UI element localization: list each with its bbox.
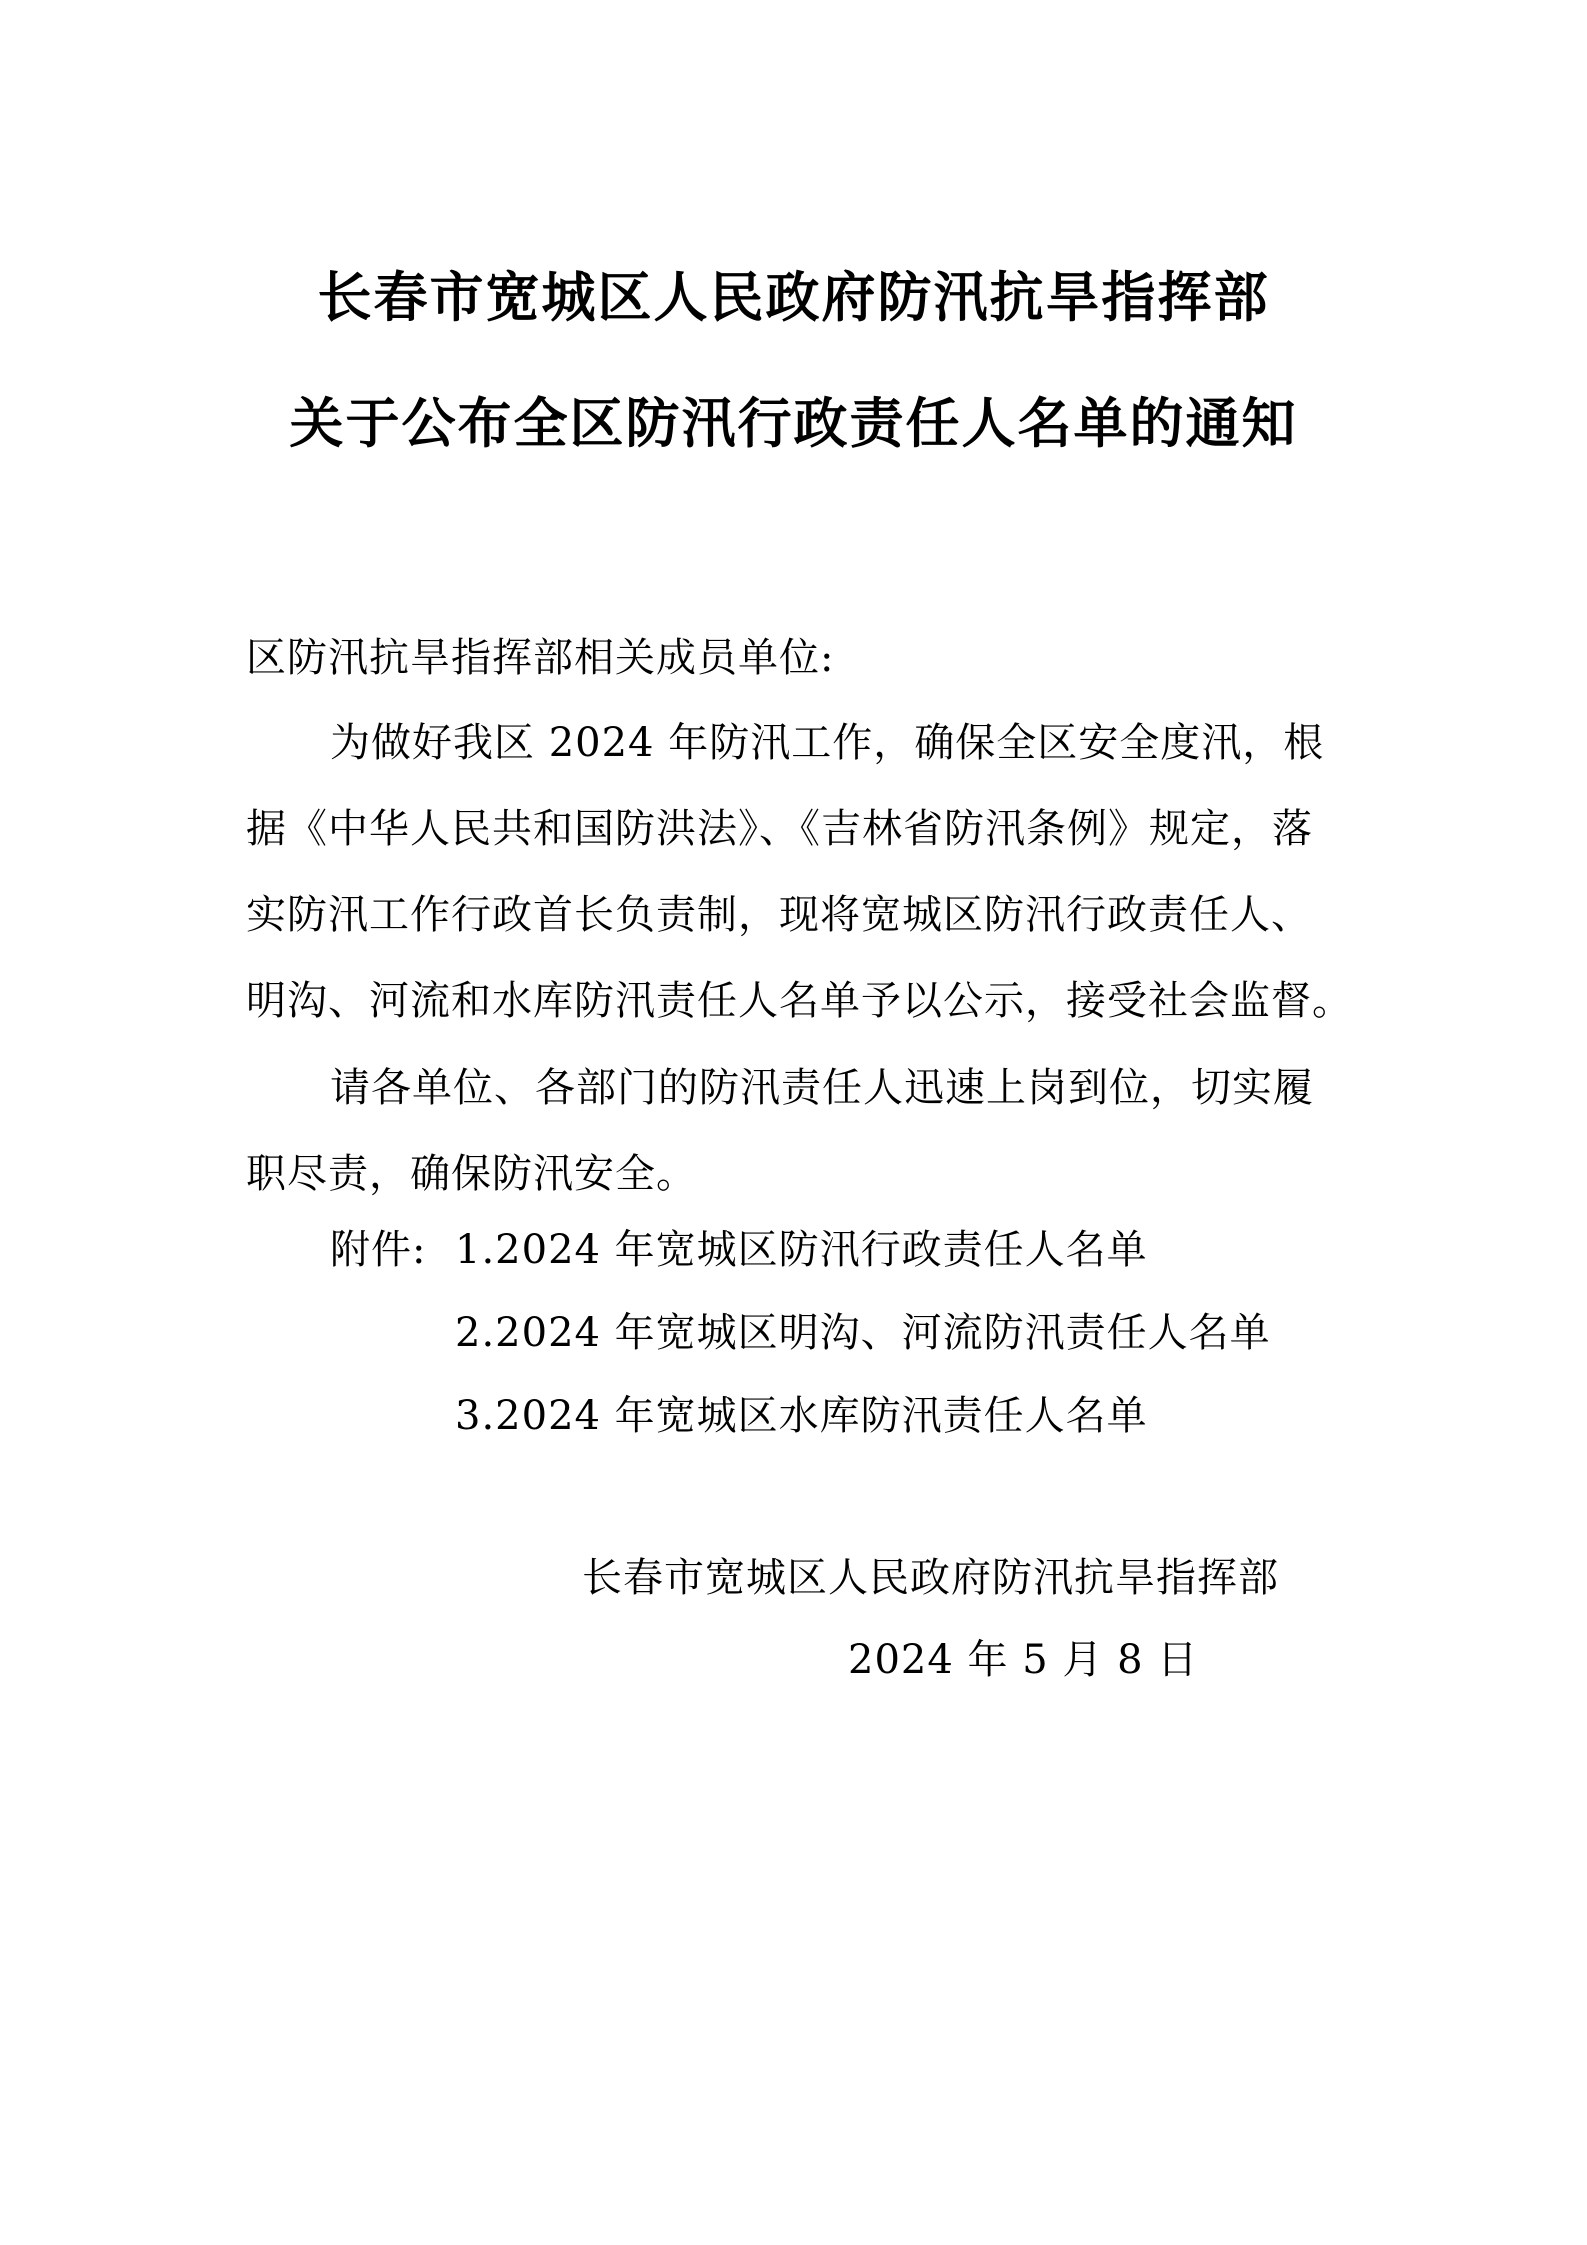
signature-date: 2024 年 5 月 8 日	[848, 1637, 1199, 1683]
document-title-line-1: 长春市宽城区人民政府防汛抗旱指挥部	[317, 266, 1270, 329]
paragraph-1-line: 为做好我区 2024 年防汛工作，确保全区安全度汛，根	[330, 720, 1325, 766]
attachment-item-1: 1.2024 年宽城区防汛行政责任人名单	[455, 1227, 1148, 1273]
attachment-item-3: 3.2024 年宽城区水库防汛责任人名单	[455, 1393, 1148, 1439]
paragraph-1	[246, 700, 1353, 1044]
salutation: 区防汛抗旱指挥部相关成员单位:	[246, 635, 835, 681]
document-title-line-2: 关于公布全区防汛行政责任人名单的通知	[289, 392, 1298, 455]
paragraph-2-line: 请各单位、各部门的防汛责任人迅速上岗到位，切实履	[330, 1065, 1314, 1111]
paragraph-1-line: 据《中华人民共和国防洪法》、《吉林省防汛条例》规定，落	[246, 806, 1313, 852]
attachments-label: 附件:	[330, 1227, 427, 1273]
paragraph-1-line: 明沟、河流和水库防汛责任人名单予以公示，接受社会监督。	[246, 978, 1353, 1024]
paragraph-2-line: 职尽责，确保防汛安全。	[246, 1151, 697, 1197]
paragraph-2	[246, 1045, 1314, 1217]
paragraph-1-line: 实防汛工作行政首长负责制，现将宽城区防汛行政责任人、	[246, 892, 1312, 938]
signature-organization: 长春市宽城区人民政府防汛抗旱指挥部	[582, 1555, 1279, 1601]
attachment-item-2: 2.2024 年宽城区明沟、河流防汛责任人名单	[455, 1310, 1271, 1356]
